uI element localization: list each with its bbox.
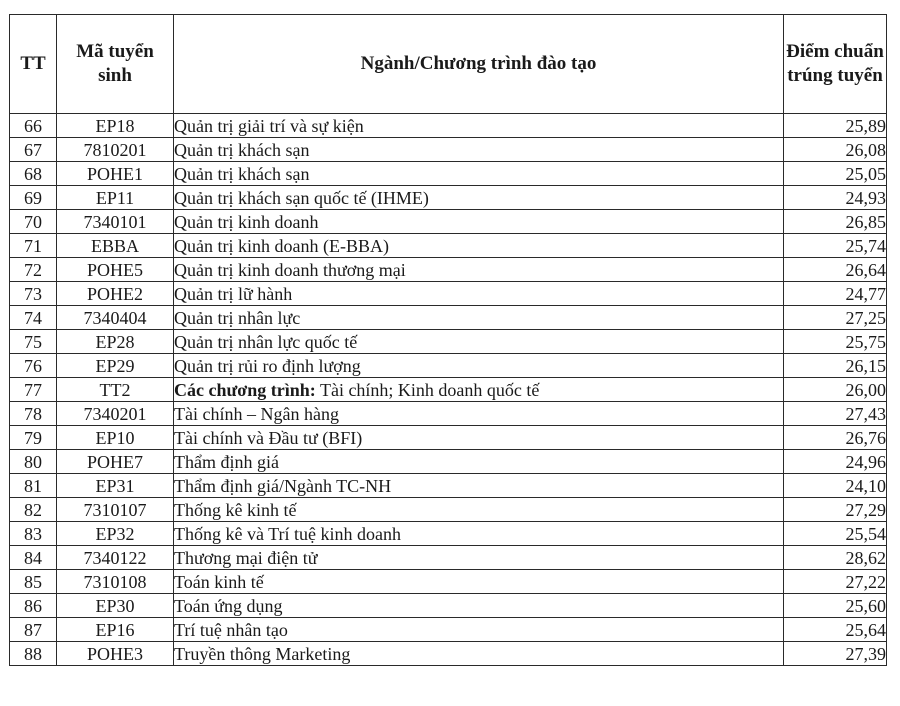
header-row	[10, 15, 887, 114]
cell-code: POHE3	[57, 642, 174, 666]
cell-program	[174, 306, 784, 330]
table-row	[10, 402, 887, 426]
cell-code: TT2	[57, 378, 174, 402]
cell-score: 25,54	[784, 522, 887, 546]
program-name: Toán kinh tế	[174, 571, 264, 592]
cell-tt: 69	[10, 186, 57, 210]
table-row	[10, 114, 887, 138]
cell-program	[174, 498, 784, 522]
cell-score: 24,77	[784, 282, 887, 306]
cell-score: 25,75	[784, 330, 887, 354]
cell-program	[174, 546, 784, 570]
program-name: Quản trị nhân lực quốc tế	[174, 331, 358, 352]
table-row	[10, 234, 887, 258]
cell-tt: 72	[10, 258, 57, 282]
cell-code: 7810201	[57, 138, 174, 162]
header-code: Mã tuyển sinh	[57, 15, 174, 114]
cell-code: EP28	[57, 330, 174, 354]
cell-tt: 67	[10, 138, 57, 162]
cell-program	[174, 114, 784, 138]
cell-tt: 88	[10, 642, 57, 666]
cell-program	[174, 474, 784, 498]
cell-program	[174, 450, 784, 474]
cell-code: EP32	[57, 522, 174, 546]
cell-program	[174, 138, 784, 162]
cell-program	[174, 282, 784, 306]
cell-program	[174, 330, 784, 354]
cell-program	[174, 162, 784, 186]
table-row	[10, 498, 887, 522]
cell-tt: 70	[10, 210, 57, 234]
cell-program	[174, 378, 784, 402]
cell-score: 27,39	[784, 642, 887, 666]
program-name: Quản trị lữ hành	[174, 283, 293, 304]
cell-code: 7310107	[57, 498, 174, 522]
table-row	[10, 330, 887, 354]
cell-score: 24,96	[784, 450, 887, 474]
table-row	[10, 522, 887, 546]
table-row	[10, 378, 887, 402]
cell-code: POHE2	[57, 282, 174, 306]
cell-code: 7340122	[57, 546, 174, 570]
cell-code: 7340201	[57, 402, 174, 426]
program-name: Thương mại điện tử	[174, 547, 318, 568]
header-program: Ngành/Chương trình đào tạo	[174, 15, 784, 114]
table-row	[10, 546, 887, 570]
cell-tt: 84	[10, 546, 57, 570]
cell-tt: 76	[10, 354, 57, 378]
header-score: Điểm chuẩn trúng tuyển	[784, 15, 887, 114]
program-name: Tài chính và Đầu tư (BFI)	[174, 427, 363, 448]
cell-tt: 86	[10, 594, 57, 618]
cell-code: EP18	[57, 114, 174, 138]
cell-score: 27,25	[784, 306, 887, 330]
admission-scores-table	[9, 14, 887, 666]
table-row	[10, 594, 887, 618]
cell-program	[174, 594, 784, 618]
cell-program	[174, 618, 784, 642]
cell-score: 25,60	[784, 594, 887, 618]
table-row	[10, 138, 887, 162]
cell-code: EP11	[57, 186, 174, 210]
cell-score: 26,64	[784, 258, 887, 282]
program-name: Thẩm định giá/Ngành TC-NH	[174, 475, 392, 496]
cell-code: EBBA	[57, 234, 174, 258]
cell-tt: 81	[10, 474, 57, 498]
cell-score: 27,22	[784, 570, 887, 594]
cell-program	[174, 570, 784, 594]
cell-score: 27,43	[784, 402, 887, 426]
cell-score: 28,62	[784, 546, 887, 570]
cell-score: 26,08	[784, 138, 887, 162]
program-name: Quản trị rủi ro định lượng	[174, 355, 361, 376]
program-name: Quản trị kinh doanh thương mại	[174, 259, 406, 280]
cell-program	[174, 402, 784, 426]
program-name: Quản trị kinh doanh	[174, 211, 319, 232]
program-name: Trí tuệ nhân tạo	[174, 619, 288, 640]
program-name: Quản trị kinh doanh (E-BBA)	[174, 235, 389, 256]
cell-code: EP10	[57, 426, 174, 450]
program-name: Quản trị nhân lực	[174, 307, 301, 328]
program-name: Quản trị giải trí và sự kiện	[174, 115, 364, 136]
cell-tt: 85	[10, 570, 57, 594]
program-name: Quản trị khách sạn quốc tế (IHME)	[174, 187, 429, 208]
cell-score: 24,93	[784, 186, 887, 210]
cell-score: 25,89	[784, 114, 887, 138]
header-tt: TT	[10, 15, 57, 114]
table-row	[10, 258, 887, 282]
cell-tt: 75	[10, 330, 57, 354]
table-row	[10, 210, 887, 234]
program-prefix: Các chương trình:	[174, 379, 316, 400]
table-row	[10, 162, 887, 186]
program-name: Quản trị khách sạn	[174, 163, 310, 184]
cell-score: 25,05	[784, 162, 887, 186]
program-name: Thẩm định giá	[174, 451, 279, 472]
table-row	[10, 474, 887, 498]
cell-program	[174, 186, 784, 210]
cell-tt: 80	[10, 450, 57, 474]
program-name: Thống kê và Trí tuệ kinh doanh	[174, 523, 401, 544]
cell-program	[174, 642, 784, 666]
cell-tt: 73	[10, 282, 57, 306]
cell-tt: 87	[10, 618, 57, 642]
cell-tt: 74	[10, 306, 57, 330]
cell-score: 26,00	[784, 378, 887, 402]
program-name: Tài chính; Kinh doanh quốc tế	[315, 379, 540, 400]
cell-program	[174, 234, 784, 258]
cell-code: EP31	[57, 474, 174, 498]
table-row	[10, 186, 887, 210]
cell-code: EP29	[57, 354, 174, 378]
cell-score: 25,64	[784, 618, 887, 642]
table-row	[10, 354, 887, 378]
program-name: Tài chính – Ngân hàng	[174, 403, 339, 424]
cell-tt: 79	[10, 426, 57, 450]
cell-program	[174, 426, 784, 450]
cell-code: EP30	[57, 594, 174, 618]
cell-tt: 77	[10, 378, 57, 402]
cell-tt: 82	[10, 498, 57, 522]
table-row	[10, 570, 887, 594]
cell-tt: 71	[10, 234, 57, 258]
cell-tt: 78	[10, 402, 57, 426]
table-row	[10, 306, 887, 330]
program-name: Toán ứng dụng	[174, 595, 283, 616]
cell-program	[174, 354, 784, 378]
program-name: Thống kê kinh tế	[174, 499, 297, 520]
cell-program	[174, 522, 784, 546]
cell-program	[174, 210, 784, 234]
cell-score: 26,15	[784, 354, 887, 378]
table-header	[10, 15, 887, 114]
cell-code: 7310108	[57, 570, 174, 594]
table-row	[10, 282, 887, 306]
cell-code: POHE7	[57, 450, 174, 474]
cell-tt: 83	[10, 522, 57, 546]
table-row	[10, 618, 887, 642]
cell-tt: 66	[10, 114, 57, 138]
cell-code: EP16	[57, 618, 174, 642]
cell-code: POHE5	[57, 258, 174, 282]
table-row	[10, 642, 887, 666]
cell-score: 26,76	[784, 426, 887, 450]
table-body	[10, 114, 887, 666]
cell-code: 7340101	[57, 210, 174, 234]
program-name: Quản trị khách sạn	[174, 139, 310, 160]
cell-score: 24,10	[784, 474, 887, 498]
cell-score: 27,29	[784, 498, 887, 522]
cell-score: 25,74	[784, 234, 887, 258]
cell-score: 26,85	[784, 210, 887, 234]
table-row	[10, 426, 887, 450]
cell-program	[174, 258, 784, 282]
program-name: Truyền thông Marketing	[174, 643, 351, 664]
table-row	[10, 450, 887, 474]
cell-code: POHE1	[57, 162, 174, 186]
cell-code: 7340404	[57, 306, 174, 330]
cell-tt: 68	[10, 162, 57, 186]
